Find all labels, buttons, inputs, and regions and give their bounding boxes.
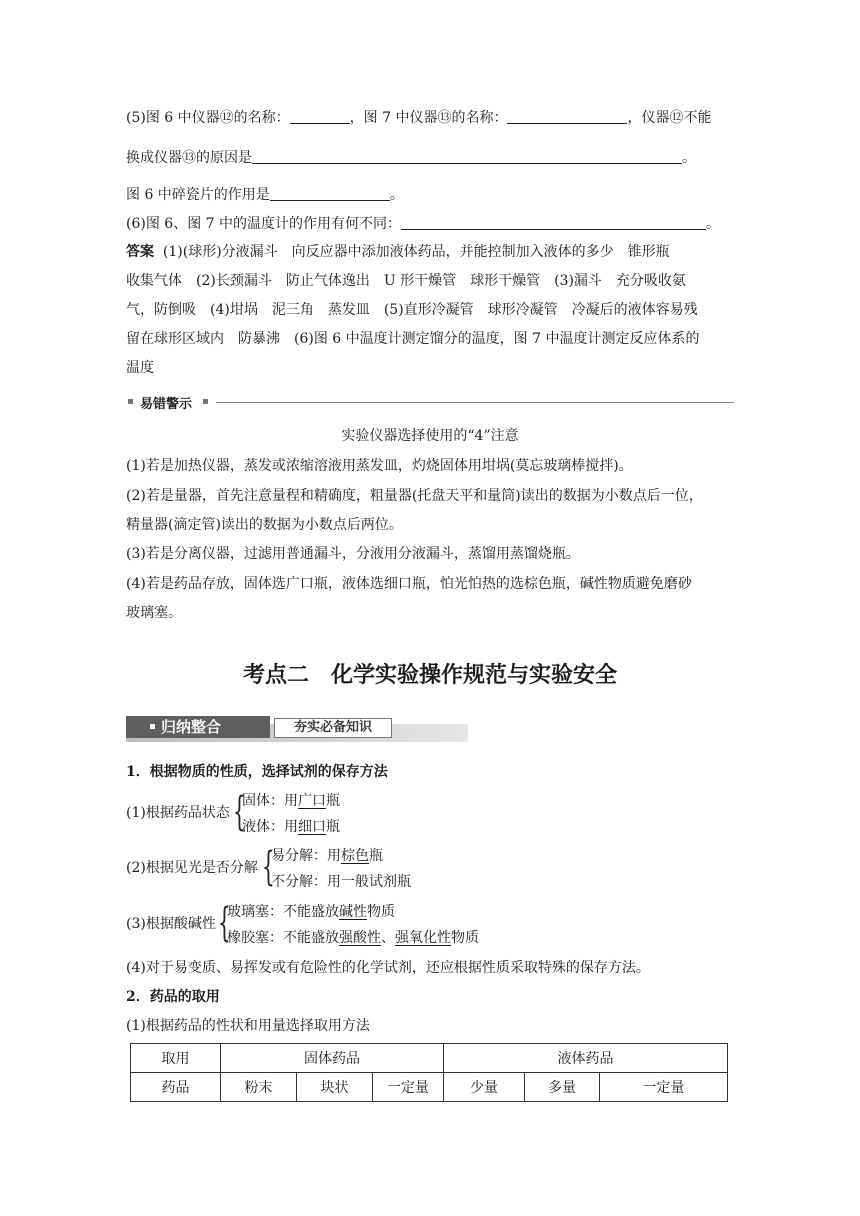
banner-dark-label: 归纳整合 bbox=[126, 716, 270, 738]
table-cell: 一定量 bbox=[373, 1073, 444, 1102]
heading-1: 1．根据物质的性质，选择试剂的保存方法 bbox=[126, 764, 388, 780]
section-banner bbox=[126, 716, 468, 742]
warning-line-2: (2)若是量器，首先注意量程和精确度，粗量器(托盘天平和量筒)读出的数据为小数点后一位， bbox=[126, 488, 703, 504]
table-cell: 少量 bbox=[444, 1073, 525, 1102]
s3-label: (3)根据酸碱性 bbox=[126, 916, 216, 932]
table-cell: 药品 bbox=[131, 1073, 221, 1102]
bullet-square-icon bbox=[128, 399, 133, 404]
s4-line: (4)对于易变质、易挥发或有危险性的化学试剂，还应根据性质采取特殊的保存方法。 bbox=[126, 960, 650, 976]
reagent-table bbox=[130, 1043, 728, 1102]
warning-title: 实验仪器选择使用的“4”注意 bbox=[341, 428, 519, 444]
s2-label: (2)根据见光是否分解 bbox=[126, 860, 258, 876]
table-cell: 多量 bbox=[525, 1073, 600, 1102]
answer-blank[interactable] bbox=[507, 109, 627, 124]
s1-label: (1)根据药品状态 bbox=[126, 805, 230, 821]
q5-line-2: 换成仪器⑬的原因是 。 bbox=[126, 150, 696, 166]
s1-option-a: 固体：用广口瓶 bbox=[242, 793, 340, 809]
divider-line bbox=[216, 402, 734, 403]
brace-icon: { bbox=[262, 844, 275, 890]
warning-line-3: 精量器(滴定管)读出的数据为小数点后两位。 bbox=[126, 517, 403, 533]
answer-line-3: 气，防倒吸 (4)坩埚 泥三角 蒸发皿 (5)直形冷凝管 球形冷凝管 冷凝后的液体容易残 bbox=[126, 302, 698, 318]
answer-label: 答案 bbox=[126, 244, 154, 260]
s2-option-a: 易分解：用棕色瓶 bbox=[271, 848, 383, 864]
warning-line-1: (1)若是加热仪器，蒸发或浓缩溶液用蒸发皿，灼烧固体用坩埚(莫忘玻璃棒搅拌)。 bbox=[126, 458, 633, 474]
s3-option-a: 玻璃塞：不能盛放碱性物质 bbox=[227, 904, 395, 920]
answer-line-5: 温度 bbox=[126, 360, 154, 376]
warning-label: 易错警示 bbox=[140, 397, 193, 412]
table-row bbox=[131, 1073, 728, 1102]
table-cell: 一定量 bbox=[600, 1073, 728, 1102]
q5-line-3: 图 6 中碎瓷片的作用是 。 bbox=[126, 187, 404, 203]
brace-icon: { bbox=[218, 900, 231, 946]
table-cell: 液体药品 bbox=[444, 1044, 728, 1073]
warning-line-4: (3)若是分离仪器，过滤用普通漏斗，分液用分液漏斗，蒸馏用蒸馏烧瓶。 bbox=[126, 546, 580, 562]
heading-2: 2．药品的取用 bbox=[126, 989, 220, 1005]
answer-line-4: 留在球形区域内 防暴沸 (6)图 6 中温度计测定馏分的温度，图 7 中温度计测定反应体系的 bbox=[126, 331, 700, 347]
brace-icon: { bbox=[233, 789, 246, 835]
heading-2-sub: (1)根据药品的性状和用量选择取用方法 bbox=[126, 1018, 370, 1034]
table-cell: 固体药品 bbox=[221, 1044, 444, 1073]
table-cell: 取用 bbox=[131, 1044, 221, 1073]
q6-line: (6)图 6、图 7 中的温度计的作用有何不同： 。 bbox=[126, 216, 720, 232]
table-cell: 块状 bbox=[297, 1073, 373, 1102]
warning-line-5: (4)若是药品存放，固体选广口瓶，液体选细口瓶，怕光怕热的选棕色瓶，碱性物质避免磨砂 bbox=[126, 576, 692, 592]
bullet-square-icon bbox=[203, 399, 208, 404]
bullet-square-icon bbox=[150, 724, 155, 729]
answer-line-2: 收集气体 (2)长颈漏斗 防止气体逸出 U 形干燥管 球形干燥管 (3)漏斗 充分吸收氨 bbox=[126, 273, 686, 289]
warning-divider bbox=[126, 393, 734, 411]
answer-blank[interactable] bbox=[270, 186, 390, 201]
warning-line-6: 玻璃塞。 bbox=[126, 605, 182, 621]
answer-line-1: 答案 (1)(球形)分液漏斗 向反应器中添加液体药品，并能控制加入液体的多少 锥形瓶 bbox=[126, 244, 670, 260]
answer-blank[interactable] bbox=[290, 109, 350, 124]
section-title: 考点二 化学实验操作规范与实验安全 bbox=[242, 663, 617, 688]
answer-blank[interactable] bbox=[401, 215, 706, 230]
s1-option-b: 液体：用细口瓶 bbox=[242, 819, 340, 835]
table-row bbox=[131, 1044, 728, 1073]
answer-blank[interactable] bbox=[252, 149, 682, 164]
s3-option-b: 橡胶塞：不能盛放强酸性、强氧化性物质 bbox=[227, 930, 479, 946]
table-cell: 粉末 bbox=[221, 1073, 297, 1102]
s2-option-b: 不分解：用一般试剂瓶 bbox=[271, 874, 411, 890]
banner-light-label: 夯实必备知识 bbox=[274, 718, 392, 738]
q5-line-1: (5)图 6 中仪器⑫的名称： ，图 7 中仪器⑬的名称： ，仪器⑫不能 bbox=[126, 110, 712, 126]
